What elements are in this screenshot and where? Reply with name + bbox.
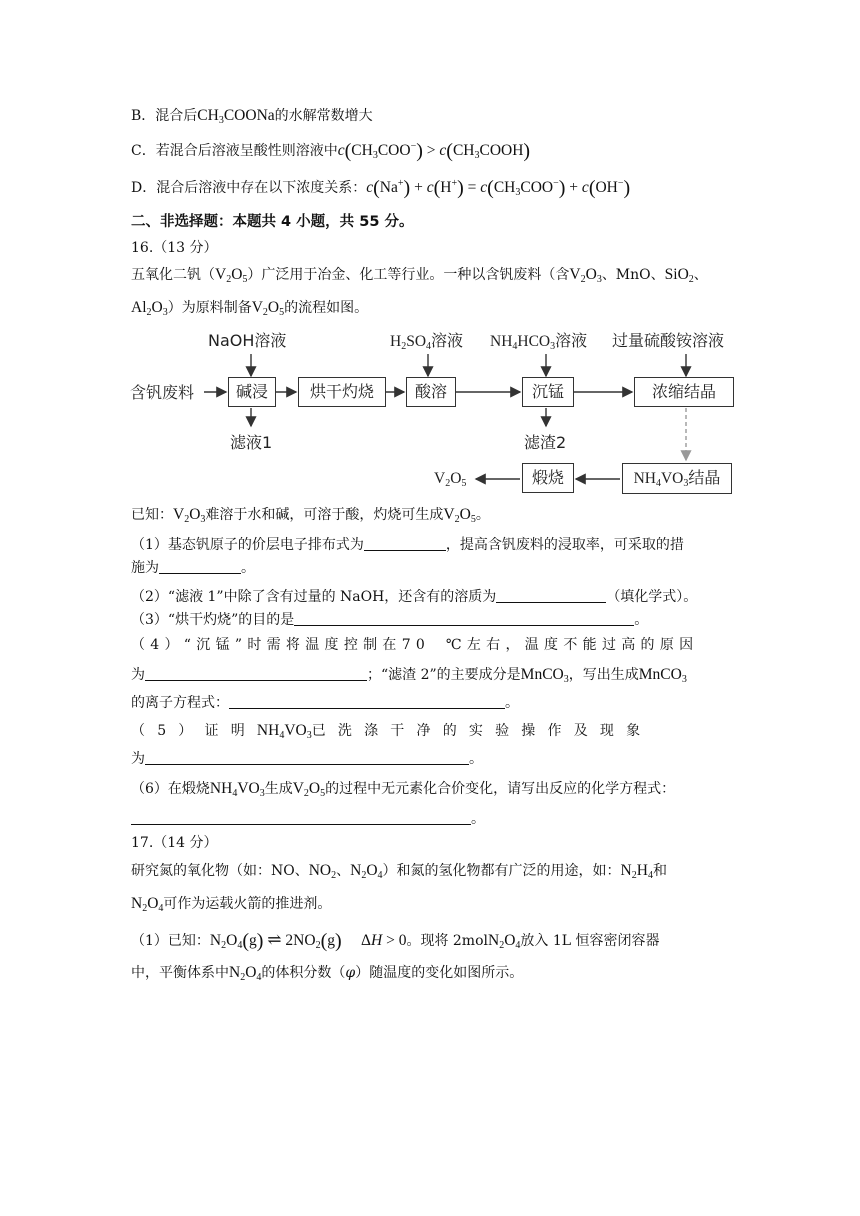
box-calcine: 煅烧 (522, 463, 574, 493)
q16-part3: （3）“烘干灼烧”的目的是 。 (131, 612, 649, 628)
input-vanadium-waste: 含钒废料 (130, 383, 195, 402)
q16-intro-line1: 五氧化二钒$(V_2O_5)$广泛用于冶金、化工等行业。一种以含钒废料（含$V_2O_3$、MnO、SiO$_2$、 (131, 266, 708, 285)
reagent-naoh: NaOH溶液 (208, 331, 287, 350)
q16-part1-line1: （1）基态钒原子的价层电子排布式为 ，提高含钒废料的浸取率，可采取的措 (131, 537, 684, 553)
q16-part4-line3: 的离子方程式： 。 (131, 695, 519, 711)
answer-blank[interactable] (145, 750, 469, 765)
q16-known: 已知：$V_2O_3$难溶于水和碱，可溶于酸，灼烧可生成$V_2O_5$。 (131, 506, 490, 525)
option-b: B．混合后$CH_3COONa$的水解常数增大 (131, 107, 373, 126)
box-concentrate-crystallize: 浓缩结晶 (634, 377, 734, 407)
q16-part1-line2: 施为 。 (131, 560, 255, 576)
q17-intro-line1: 研究氮的氧化物（如：NO、$NO_2$、$N_2O_4$）和氮的氢化物都有广泛的用途，如：$N_2H_4$和 (131, 862, 667, 881)
process-flow-diagram (128, 326, 738, 498)
box-nh4vo3-crystal: $NH_4VO_3$结晶 (622, 463, 732, 494)
residue-2: 滤渣2 (524, 433, 567, 452)
answer-blank[interactable] (496, 588, 606, 603)
q16-part5-line1: （5）证明$NH_4VO_3$已洗涤干净的实验操作及现象 (131, 722, 653, 741)
reagent-nh4hco3: $NH_4HCO_3$溶液 (490, 331, 588, 352)
q17-part1-line1: （1）已知：$N_2O_4(g)$ ⇌ $2NO_2(g)$ ΔH > 0。现将 $2molN_2O_4$放入 1L 恒容密闭容器 (131, 930, 660, 952)
answer-blank[interactable] (131, 810, 471, 825)
section-title: 二、非选择题：本题共 4 小题，共 55 分。 (131, 214, 414, 230)
inequality-c: $c(CH_3COO^-)$ > $c(CH_3COOH)$ (337, 140, 531, 162)
q16-part6-answer: 。 (131, 808, 485, 830)
equilibrium-equation: $N_2O_4(g)$ ⇌ $2NO_2(g)$ ΔH > 0 (209, 930, 407, 952)
q17-intro-line2: $N_2O_4$可作为运载火箭的推进剂。 (131, 895, 332, 914)
q17-part1-line2: 中，平衡体系中$N_2O_4$的体积分数（φ）随温度的变化如图所示。 (131, 964, 524, 983)
q17-header: 17.（14 分） (131, 835, 218, 851)
answer-blank[interactable] (364, 536, 446, 551)
box-precipitate-mn: 沉锰 (522, 377, 574, 407)
filtrate-1: 滤液1 (230, 433, 273, 452)
box-acid-dissolve: 酸溶 (406, 377, 456, 407)
box-dry-roast: 烘干灼烧 (298, 377, 386, 407)
q16-part4-line2: 为 ；“滤渣 2”的主要成分是MnCO$_3$，写出生成MnCO$_3$ (131, 666, 687, 685)
q16-part5-line2: 为 。 (131, 751, 483, 767)
answer-blank[interactable] (229, 694, 505, 709)
answer-blank[interactable] (294, 611, 634, 626)
option-d: D．混合后溶液中存在以下浓度关系：$c(Na^+) + c(H^+) = c(CH_3COO^-) + c(OH^-)$ (131, 177, 631, 199)
equation-d: $c(Na^+) + c(H^+) = c(CH_3COO^-) + c(OH^-)$ (366, 177, 631, 199)
option-c: C．若混合后溶液呈酸性则溶液中$c(CH_3COO^-)$ > $c(CH_3COOH)$ (131, 140, 531, 162)
q16-intro-line2: $Al_2O_3$）为原料制备$V_2O_5$的流程如图。 (131, 299, 369, 318)
answer-blank[interactable] (159, 559, 241, 574)
q16-header: 16.（13 分） (131, 240, 218, 256)
q16-part4-line1: （4）“沉锰”时需将温度控制在70 ℃左右，温度不能过高的原因 (131, 637, 699, 653)
q16-part6: （6）在煅烧$NH_4VO_3$生成$V_2O_5$的过程中无元素化合价变化，请写出反应的化学方程式： (131, 780, 676, 799)
answer-blank[interactable] (145, 666, 367, 681)
reagent-ammonium-sulfate: 过量硫酸铵溶液 (612, 331, 725, 350)
q16-part2: （2）“滤液 1”中除了含有过量的 NaOH，还含有的溶质为 （填化学式）。 (131, 589, 698, 605)
reagent-h2so4: $H_2SO_4$溶液 (390, 331, 464, 352)
product-v2o5: $V_2O_5$ (434, 470, 467, 489)
formula-ch3coona: $CH_3COONa$ (197, 107, 275, 126)
box-alkali-leach: 碱浸 (228, 377, 276, 407)
